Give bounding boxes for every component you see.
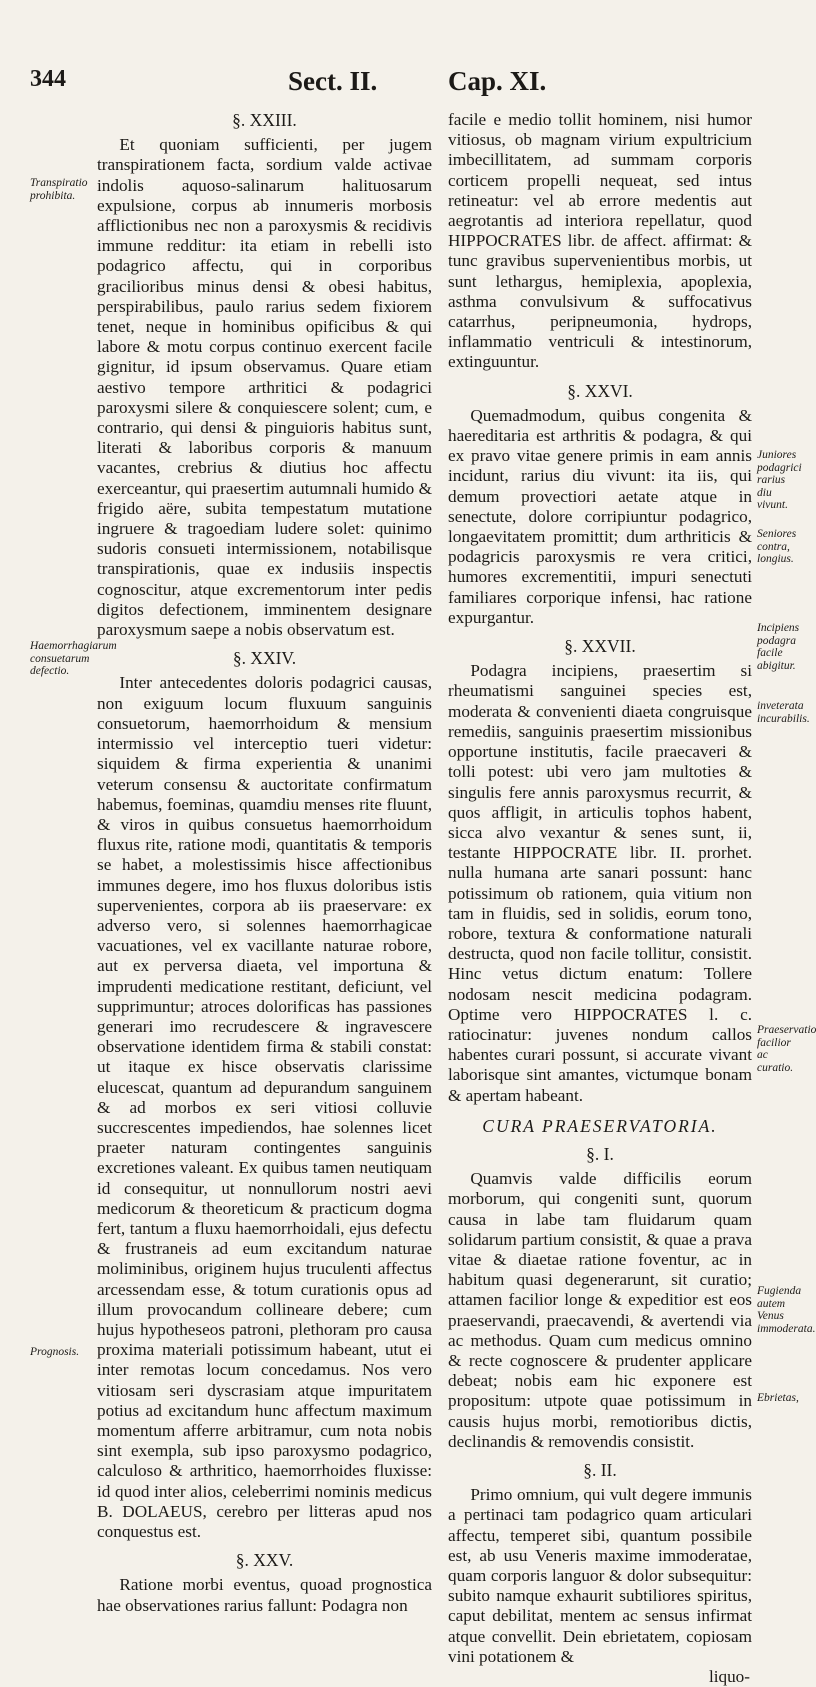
margin-note-praeservatio: Praeservatio facilior ac curatio. <box>757 1024 816 1074</box>
section-title-i: §. I. <box>586 1143 614 1164</box>
page-number: 344 <box>30 66 66 92</box>
section-title-xxvi: §. XXVI. <box>567 380 633 401</box>
running-head-section: Sect. II. <box>288 66 378 96</box>
running-head-chapter: Cap. XI. <box>448 66 547 96</box>
paragraph-i: Quamvis valde difficilis eorum morborum, qui congeniti sunt, quorum causa in labe tam fluidarum quam solidarum partium consistit, & quae a prava vitae & diaetae ratione foventur, ac in habitum quasi degenerarunt, sit curatio; attamen facilior longe & expeditior est eos praeservandi, praecavendi, & avertendi via ac methodus. Quam cum medicus omnino & recte cognoscere & prudenter applicare debeat; nobis eam hic exponere est propositum: utpote quae potissimum in causis hujus morbi, remotioribus dictis, declinandis & removendis consistit. <box>448 1169 752 1451</box>
paragraph-ii: Primo omnium, qui vult degere immunis a pertinaci tam podagrico quam articulari affectu, temperet sibi, quantum possibile est, ab usu Veneris maxime immoderatae, quam corporis languor & dolor subsequitur: subito namque exhaurit subtiliores spiritus, caput debilitat, mentem ac sensus infirmat atque convellit. Dein ebrietatem, copiosam vini potationem & <box>448 1485 752 1666</box>
heading-cura-praeservatoria: CURA PRAESERVATORIA. <box>482 1115 718 1136</box>
paragraph-xxv: Ratione morbi eventus, quoad prognostica hae observationes rarius fallunt: Podagra non <box>97 1575 432 1615</box>
paragraph-xxvi: Quemadmodum, quibus congenita & haereditaria est arthritis & podagra, & qui ex pravo vitae genere primis in eam annis incidunt, rarius diu vivunt: ita iis, qui demum provectiori aetate atque in senectute, dolore corripiuntur podagrico, longaevitatem promittit; dum arthriticis & podagricis paroxysmis re vera critici, humores excrementitii, impuri senectuti familiares corporique infensi, hac ratione expurgantur. <box>448 405 752 627</box>
margin-note-incipiens: Incipiens podagra facile abigitur. <box>757 622 800 672</box>
paragraph-continued: facile e medio tollit hominem, nisi humor vitiosus, ob magnam virium expultricium imbecillitatem, ad summam corporis corticem propelli nequeat, sed intus retineatur: vel ab errore medentis aut aegrotantis ad interiora repellatur, quod HIPPOCRATES libr. de affect. affirmat: & tunc gravibus supervenientibus morbis, ut sunt lethargus, hemiplexia, apoplexia, asthma convulsivum & suffocativus catarrhus, peripneumonia, hydrops, inflammatio ventriculi & intestinorum, extinguuntur. <box>448 110 752 372</box>
margin-note-inveterata: inveterata incurabilis. <box>757 700 810 725</box>
margin-note-venus: Fugienda autem Venus immoderata. <box>757 1285 816 1335</box>
paragraph-xxiv: Inter antecedentes doloris podagrici causas, non exiguum locum fluxuum sanguinis consuetorum, haemorrhoidum & mensium intermissio vel interceptio tueri videtur: siquidem & firma experientia & unanimi veterum consensu & auctoritate confirmatum habemus, foeminas, quamdiu menses rite fluunt, & viros in quibus consuetus haemorrhoidum fluxus rite, ratione modi, quantitatis & temporis se habet, a molestissimis hisce affectionibus immunes degere, imo hos fluxus doloribus istis supervenientes, corpora ab iis praeservare: ex adverso vero, si solennes haemorrhagicae vacuationes, vel ex vacillante naturae robore, aut ex perversa diaeta, vel importuna & imprudenti medicatione restitant, deficiunt, vel supprimuntur; atroces dolorificas has passiones generari imo recrudescere & ingravescere observatione identidem firma & stabili constat: ut itaque ex hisce observatis clarissime elucescat, quantum ad depurandum sanguinem & ad morbos ex seri vitiosi colluvie succrescentes impediendos, hae solennes licet praeter naturam contingentes sanguinis excretiones valeant. Ex quibus tamen neutiquam id consequitur, ut nonnullorum nostri aevi medicorum & theoreticum & practicum dogma fert, tantum a fluxu haemorrhoidali, ejus defectu & frustraneis ad eum excitandum naturae moliminibus, originem hujus truculenti affectus arcessendam esse, & totum curationis opus ad illum provocandum collineare debere; cum hujus hypotheseos patroni, plethoram pro causa proxima materiali potissimum habeant, utut ei inter remotas locum concedamus. Nos vero vitiosam seri dyscrasiam atque impuritatem potius ad excitandum hunc affectum maximum momentum afferre arbitramur, cum nota nobis sint exempla, sub ipso paroxysmo podagrico, calculoso & arthritico, haemorrhoides fluxisse: id quod inter alios, celeberrimi nominis medicus B. DOLAEUS, cerebro per litteras apud nos conquestus est. <box>97 673 432 1542</box>
paragraph-xxvii: Podagra incipiens, praesertim si rheumatismi sanguinei species est, moderata & convenienti diaeta congruisque remediis, sanguinis praesertim missionibus opportune institutis, facile praecaveri & tolli potest: ubi vero jam multoties & singulis fere annis paroxysmus recurrit, & quos affligit, in articulis tophos habent, sicca alvo vexantur & senes sunt, ii, testante HIPPOCRATE libr. II. prorhet. nulla humana arte sanari possunt: hanc potissimum ob rationem, quia vitium non tam in fluidis, sed in solidis, eorum tono, robore, textura & conformatione naturali destructa, quod non facile tollitur, consistit. Hinc vetus dictum enatum: Tollere nodosam nescit medicina podagram. Optime vero HIPPOCRATES l. c. ratiocinatur: juvenes nondum callos habentes curari possunt, si accurate vivant laborisque sint amantes, victumque bonam & apertam habeant. <box>448 661 752 1105</box>
margin-note-transpiratio: Transpiratio prohibita. <box>30 177 88 202</box>
margin-note-juniores: Juniores podagrici rarius diu vivunt. <box>757 449 802 511</box>
section-title-ii: §. II. <box>583 1460 617 1480</box>
section-title-xxiv: §. XXIV. <box>232 648 297 669</box>
margin-note-haemorrhagiae: Haemorrhagiarum consuetarum defectio. <box>30 640 117 677</box>
paragraph-xxiii: Et quoniam sufficienti, per jugem transpirationem facta, sordium valde activae indolis aquoso-salinarum halituosarum expulsione, corpus ab innumeris morbosis afflictionibus nec non a paroxysmis & recidivis immune redditur: ita etiam in rebelli isto podagrico affectu, qui in corporibus gracilioribus minus densi & obesi habitus, perspirabilibus, paulo rarius sedem fixiorem tenet, neque in hominibus opificibus & qui labore & motu corpus continuo exercent facile gignitur, id ipsum observamus. Quare etiam aestivo tempore arthritici & podagrici paroxysmi silere & conquiescere solent; cum, e contrario, qui densi & pinguioris habitus sunt, literati & laboribus corporis & manuum vacantes, crebrius & diutius hoc affectu exerceantur, qui praesertim autumnali humido & frigido aëre, subita tempestatum mutatione ingruere & tragoediam ludere solet: quinimo sudoris consueti intermissionem, notabilisque transpirationis, quae ex indusiis inspectis cognoscitur, atque excrementorum inter pedis digitos defectionem, imminentem designare paroxysmum saepe a nobis observatum est. <box>97 135 432 640</box>
margin-note-seniores: Seniores contra, longius. <box>757 528 797 565</box>
catchword: liquo- <box>708 1667 750 1687</box>
section-title-xxiii: §. XXIII. <box>232 110 297 130</box>
margin-note-prognosis: Prognosis. <box>30 1346 80 1358</box>
section-title-xxvii: §. XXVII. <box>564 636 636 657</box>
margin-note-ebrietas: Ebrietas, <box>757 1392 799 1404</box>
left-column <box>97 110 432 1616</box>
right-column <box>448 110 752 1687</box>
section-title-xxv: §. XXV. <box>235 1550 294 1571</box>
